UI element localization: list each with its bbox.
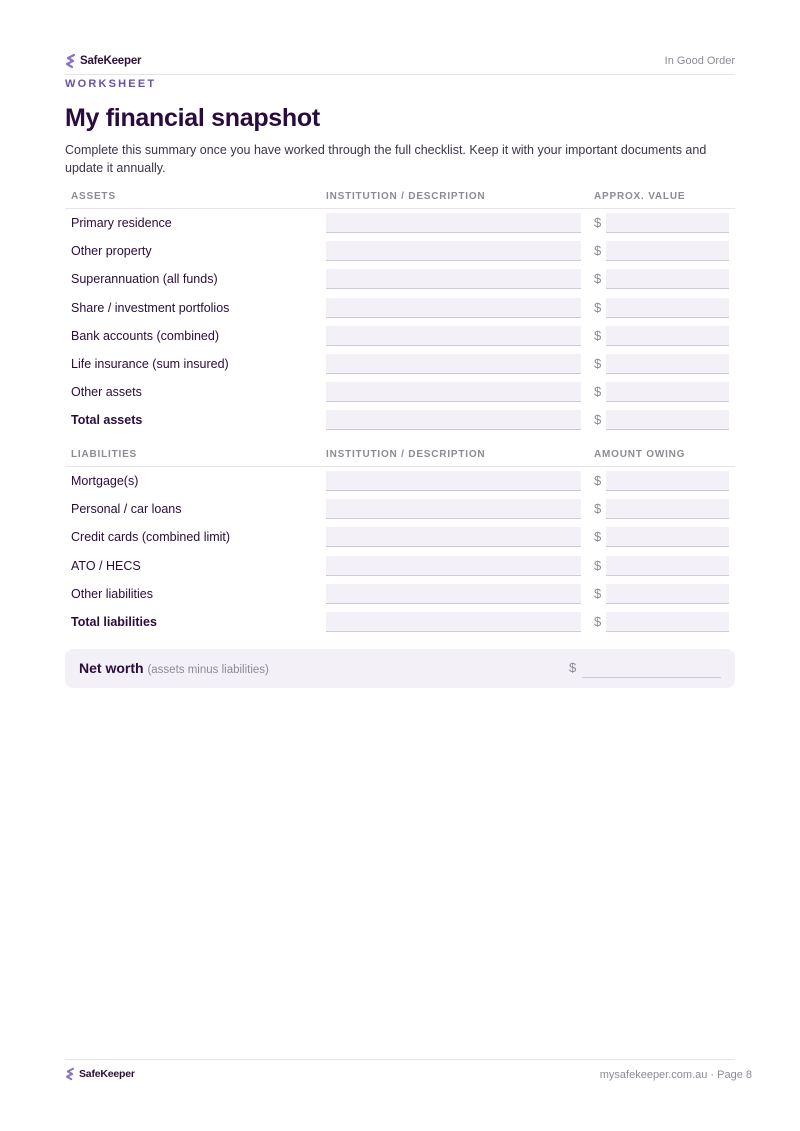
table-row xyxy=(65,608,735,636)
value-input[interactable] xyxy=(606,556,729,576)
value-input[interactable] xyxy=(606,241,729,261)
table-row xyxy=(65,495,735,523)
table-row xyxy=(65,322,735,350)
amount-column-header: AMOUNT OWING xyxy=(594,449,686,460)
net-worth-sublabel: (assets minus liabilities) xyxy=(147,664,269,676)
net-worth-box xyxy=(65,649,735,688)
currency-symbol: $ xyxy=(594,271,602,287)
row-label: Life insurance (sum insured) xyxy=(71,356,229,371)
section-eyebrow: WORKSHEET xyxy=(65,78,157,90)
liabilities-table xyxy=(65,442,735,636)
footer-brand xyxy=(65,1067,135,1081)
currency-symbol: $ xyxy=(594,473,602,488)
row-label: Mortgage(s) xyxy=(71,474,139,488)
net-worth-field[interactable] xyxy=(582,677,721,678)
description-input[interactable] xyxy=(326,612,581,632)
row-label: Other property xyxy=(71,244,152,259)
table-row xyxy=(65,406,735,434)
row-label: Bank accounts (combined) xyxy=(71,328,219,343)
page-title: My financial snapshot xyxy=(65,104,320,132)
value-input[interactable] xyxy=(606,326,729,346)
currency-symbol: $ xyxy=(594,613,602,629)
description-input[interactable] xyxy=(326,556,581,576)
table-row xyxy=(65,378,735,406)
table-row xyxy=(65,294,735,322)
value-input[interactable] xyxy=(606,527,729,547)
value-input[interactable] xyxy=(606,410,729,430)
value-input[interactable] xyxy=(606,382,729,402)
row-label: Total liabilities xyxy=(71,614,157,629)
table-row xyxy=(65,237,735,265)
row-label: ATO / HECS xyxy=(71,558,141,573)
footer-page-info: mysafekeeper.com.au · Page 8 xyxy=(599,1069,752,1081)
description-column-header: INSTITUTION / DESCRIPTION xyxy=(326,449,486,460)
table-row xyxy=(65,580,735,608)
currency-symbol: $ xyxy=(594,299,602,315)
currency-symbol: $ xyxy=(594,215,602,230)
table-row xyxy=(65,467,735,495)
description-input[interactable] xyxy=(326,527,581,547)
value-input[interactable] xyxy=(606,213,729,233)
assets-header-row xyxy=(65,184,735,209)
row-label: Share / investment portfolios xyxy=(71,300,230,315)
table-row xyxy=(65,523,735,551)
brand-name: SafeKeeper xyxy=(80,55,142,67)
value-input[interactable] xyxy=(606,612,729,632)
currency-symbol: $ xyxy=(594,384,602,400)
currency-symbol: $ xyxy=(594,585,602,601)
row-label: Other liabilities xyxy=(71,586,153,601)
brand-logo xyxy=(65,53,141,69)
assets-table xyxy=(65,184,735,435)
document-title: In Good Order xyxy=(664,55,735,67)
table-row xyxy=(65,350,735,378)
description-input[interactable] xyxy=(326,326,581,346)
description-column-header: INSTITUTION / DESCRIPTION xyxy=(326,191,486,202)
description-input[interactable] xyxy=(326,241,581,261)
currency-symbol: $ xyxy=(594,327,602,343)
description-input[interactable] xyxy=(326,269,581,289)
row-label: Other assets xyxy=(71,385,142,400)
description-input[interactable] xyxy=(326,213,581,233)
liabilities-column-header: LIABILITIES xyxy=(71,449,138,460)
currency-symbol: $ xyxy=(594,243,602,259)
value-column-header: APPROX. VALUE xyxy=(594,191,686,202)
net-worth-label xyxy=(79,660,269,676)
value-input[interactable] xyxy=(606,584,729,604)
description-input[interactable] xyxy=(326,584,581,604)
row-label: Total assets xyxy=(71,413,143,428)
intro-text: Complete this summary once you have worked through the full checklist. Keep it with your important documents and update it annually. xyxy=(65,143,707,175)
value-input[interactable] xyxy=(606,471,729,491)
row-label: Credit cards (combined limit) xyxy=(71,530,231,545)
description-input[interactable] xyxy=(326,382,581,402)
row-label: Personal / car loans xyxy=(71,502,182,517)
table-row xyxy=(65,552,735,580)
table-row xyxy=(65,209,735,237)
description-input[interactable] xyxy=(326,354,581,374)
assets-column-header: ASSETS xyxy=(71,191,116,202)
currency-symbol: $ xyxy=(594,412,602,428)
value-input[interactable] xyxy=(606,354,729,374)
liabilities-header-row xyxy=(65,442,735,467)
table-row xyxy=(65,265,735,293)
currency-symbol: $ xyxy=(594,557,602,573)
description-input[interactable] xyxy=(326,298,581,318)
net-worth-currency: $ xyxy=(569,660,577,675)
safekeeper-logo-icon xyxy=(65,1067,75,1081)
value-input[interactable] xyxy=(606,269,729,289)
currency-symbol: $ xyxy=(594,529,602,545)
row-label: Superannuation (all funds) xyxy=(71,272,218,287)
currency-symbol: $ xyxy=(594,501,602,517)
net-worth-title: Net worth xyxy=(79,660,144,676)
page-header xyxy=(65,52,735,75)
footer-brand-name: SafeKeeper xyxy=(79,1068,135,1080)
value-input[interactable] xyxy=(606,298,729,318)
footer-divider xyxy=(65,1059,735,1060)
safekeeper-logo-icon xyxy=(65,53,76,69)
row-label: Primary residence xyxy=(71,216,172,230)
description-input[interactable] xyxy=(326,471,581,491)
value-input[interactable] xyxy=(606,499,729,519)
currency-symbol: $ xyxy=(594,355,602,371)
description-input[interactable] xyxy=(326,410,581,430)
description-input[interactable] xyxy=(326,499,581,519)
